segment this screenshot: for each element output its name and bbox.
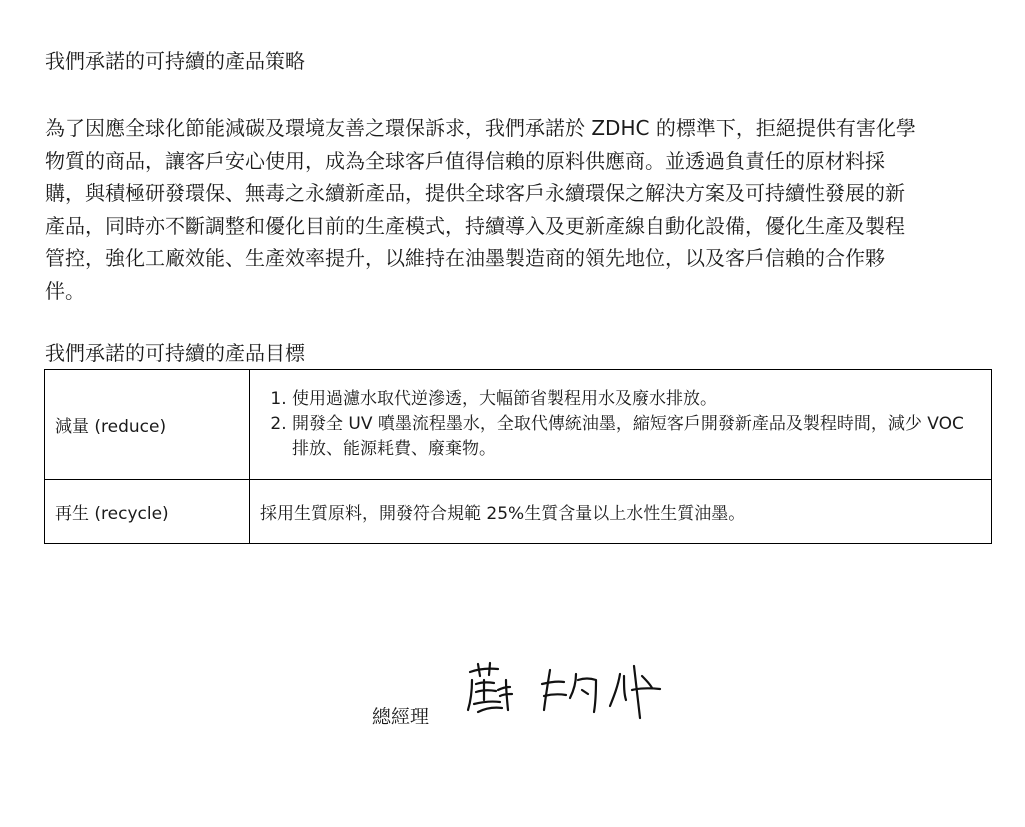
- row-content-reduce: [250, 370, 992, 480]
- strategy-heading: 我們承諾的可持續的產品策略: [45, 49, 305, 73]
- row-content-recycle: 採用生質原料，開發符合規範 25%生質含量以上水性生質油墨。: [250, 480, 992, 544]
- list-item: 1. 使用過濾水取代逆滲透，大幅節省製程用水及廢水排放。: [292, 387, 981, 412]
- row-label-recycle: 再生 (recycle): [45, 480, 250, 544]
- signatory-title: 總經理: [372, 706, 430, 728]
- paragraph-line: 管控，強化工廠效能、生產效率提升，以維持在油墨製造商的領先地位，以及客戶信賴的合作夥: [45, 246, 885, 270]
- goals-table: [44, 369, 992, 544]
- goals-heading: 我們承諾的可持續的產品目標: [45, 341, 305, 365]
- paragraph-line: 購，與積極研發環保、無毒之永續新產品，提供全球客戶永續環保之解決方案及可持續性發展的新: [45, 181, 905, 205]
- list-item: 2. 開發全 UV 噴墨流程墨水，全取代傳統油墨，縮短客戶開發新產品及製程時間，減少 VOC 排放、能源耗費、廢棄物。: [292, 412, 981, 462]
- paragraph-line: 伴。: [45, 278, 85, 303]
- handwritten-signature: [464, 660, 669, 722]
- strategy-paragraph: [45, 112, 985, 307]
- paragraph-line: 物質的商品，讓客戶安心使用，成為全球客戶值得信賴的原料供應商。並透過負責任的原材料採: [45, 148, 885, 173]
- row-label-reduce: 減量 (reduce): [45, 370, 250, 480]
- paragraph-line: 產品，同時亦不斷調整和優化目前的生產模式，持續導入及更新產線自動化設備，優化生產及製程: [45, 213, 905, 238]
- table-row-recycle: [45, 480, 992, 544]
- reduce-list: [260, 387, 981, 462]
- table-row-reduce: [45, 370, 992, 480]
- paragraph-line: 為了因應全球化節能減碳及環境友善之環保訴求，我們承諾於 ZDHC 的標準下，拒絕提供有害化學: [45, 116, 916, 140]
